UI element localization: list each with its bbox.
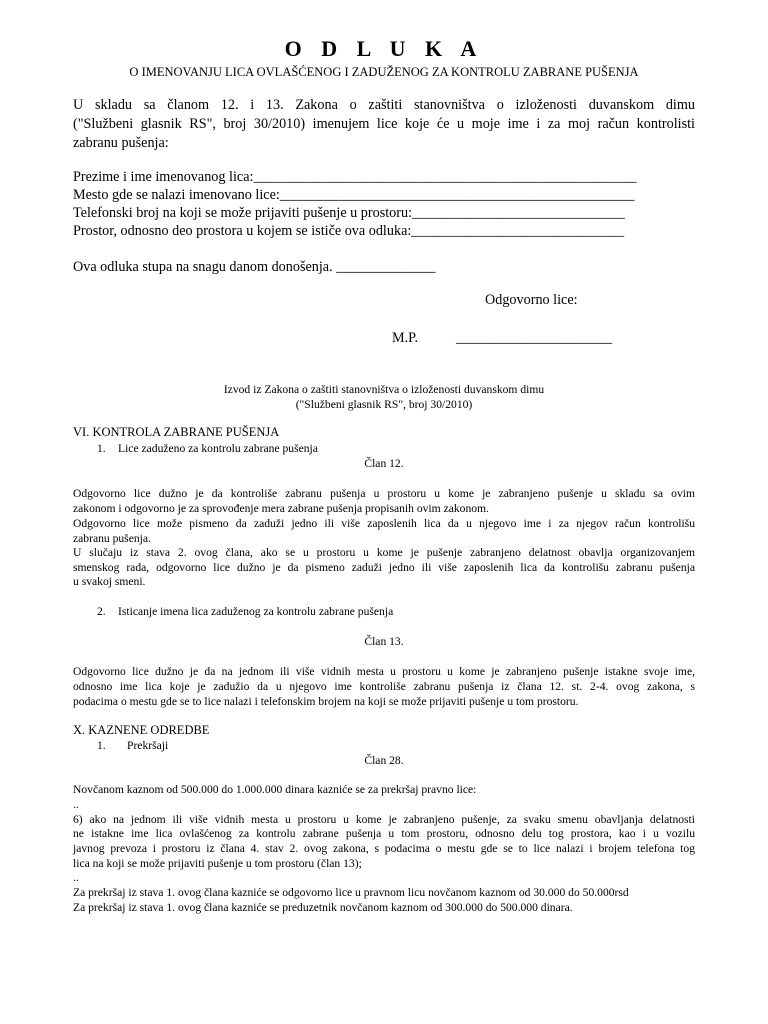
responsible-person-label: Odgovorno lice:	[485, 292, 578, 308]
section-10-heading: X. KAZNENE ODREDBE	[73, 723, 210, 737]
section-10-item-1-number: 1.	[97, 739, 106, 752]
section-6-item-2-number: 2.	[97, 605, 106, 618]
field-premises: Prostor, odnosno deo prostora u kojem se ističe ova odluka:______________________________	[73, 223, 625, 239]
document-title: O D L U K A	[284, 36, 484, 61]
clan-28-line-5: javnog prevoza i prostoru iz člana 4. stav 2. ovog zakona, s podacima o mestu gde se to lice nalazi i brojem telefona tog	[73, 842, 695, 855]
document-subtitle: O IMENOVANJU LICA OVLAŠĆENOG I ZADUŽENOG ZA KONTROLU ZABRANE PUŠENJA	[129, 65, 639, 79]
clan-13-line-3: podacima o mestu gde se to lice nalazi i telefonskim brojem na koji se može prijaviti pušenje u tom prostoru.	[73, 695, 579, 708]
signature-line: ______________________	[456, 330, 613, 346]
intro-line-1: U skladu sa članom 12. i 13. Zakona o zaštiti stanovništva o izloženosti duvanskom dimu	[73, 97, 695, 113]
clan-12-line-4: zabranu pušenja.	[73, 532, 151, 545]
section-6-item-1-number: 1.	[97, 442, 106, 455]
clan-13-line-1: Odgovorno lice dužno je da na jednom ili više vidnih mesta u prostoru u kome je zabranjeno pušenje istakne svoje ime,	[73, 665, 695, 678]
clan-28-line-7: ..	[73, 871, 79, 884]
clan-28-heading: Član 28.	[364, 754, 404, 767]
clan-28-line-8: Za prekršaj iz stava 1. ovog člana kazniće se odgovorno lice u pravnom licu novčanom kaznom od 30.000 do 50.000rsd	[73, 886, 629, 899]
field-location: Mesto gde se nalazi imenovano lice:__________________________________________________	[73, 187, 635, 203]
effective-date-line: Ova odluka stupa na snagu danom donošenja. ______________	[73, 259, 436, 275]
excerpt-gazette: ("Službeni glasnik RS", broj 30/2010)	[295, 398, 473, 411]
clan-28-line-2: ..	[73, 798, 79, 811]
clan-28-line-9: Za prekršaj iz stava 1. ovog člana kazniće se preduzetnik novčanom kaznom od 300.000 do 500.000 dinara.	[73, 901, 573, 914]
section-6-item-2-text: Isticanje imena lica zaduženog za kontrolu zabrane pušenja	[118, 605, 394, 618]
clan-12-heading: Član 12.	[364, 457, 404, 470]
field-phone: Telefonski broj na koji se može prijaviti pušenje u prostoru:______________________________	[73, 205, 625, 221]
clan-12-line-2: zakonom i odgovorno je za sprovođenje mera zabrane pušenja propisanih ovim zakonom.	[73, 502, 489, 515]
clan-13-line-2: odnosno ime lica koje je zadužio da u njegovo ime kontroliše zabranu pušenja iz člana 12. st. 2-4. ovog zakona, s	[73, 680, 695, 693]
clan-28-line-4: ne istakne ime lica ovlašćenog za kontrolu zabrane pušenja u tom prostoru, odnosno delu tog prostora, kao i u vozilu	[73, 827, 695, 840]
field-name: Prezime i ime imenovanog lica:______________________________________________________	[73, 169, 637, 185]
section-6-heading: VI. KONTROLA ZABRANE PUŠENJA	[73, 425, 280, 439]
clan-13-heading: Član 13.	[364, 635, 404, 648]
section-10-item-1-text: Prekršaji	[127, 739, 169, 752]
intro-line-3: zabranu pušenja:	[73, 135, 169, 151]
intro-line-2: ("Službeni glasnik RS", broj 30/2010) imenujem lice koje će u moje ime i za moj račun kontrolisti	[73, 116, 695, 132]
clan-28-line-1: Novčanom kaznom od 500.000 do 1.000.000 dinara kazniće se za prekršaj pravno lice:	[73, 783, 477, 796]
clan-28-line-6: lica na koji se može prijaviti pušenje u tom prostoru (član 13);	[73, 857, 362, 870]
clan-12-line-3: Odgovorno lice može pismeno da zaduži jedno ili više zaposlenih lica da u njegovo ime i za njegov račun kontrolišu	[73, 517, 695, 530]
clan-12-line-7: u svakoj smeni.	[73, 575, 146, 588]
stamp-label: M.P.	[392, 330, 419, 346]
clan-12-line-6: smenskog rada, odgovorno lice dužno je da pismeno zaduži jedno ili više zaposlenih lica da kontrolišu zabranu pušenja	[73, 561, 695, 574]
clan-12-line-5: U slučaju iz stava 2. ovog člana, ako se u prostoru u kome je pušenje zabranjeno delatnost obavlja organizovanjem	[73, 546, 695, 559]
clan-28-line-3: 6) ako na jednom ili više vidnih mesta u prostoru u kome je zabranjeno pušenje, za svaku smenu obavljanja delatnosti	[73, 813, 695, 826]
section-6-item-1-text: Lice zaduženo za kontrolu zabrane pušenja	[118, 442, 318, 455]
clan-12-line-1: Odgovorno lice dužno je da kontroliše zabranu pušenja u prostoru u kome je zabranjeno pušenje u skladu sa ovim	[73, 487, 695, 500]
excerpt-title: Izvod iz Zakona o zaštiti stanovništva o izloženosti duvanskom dimu	[223, 383, 545, 396]
